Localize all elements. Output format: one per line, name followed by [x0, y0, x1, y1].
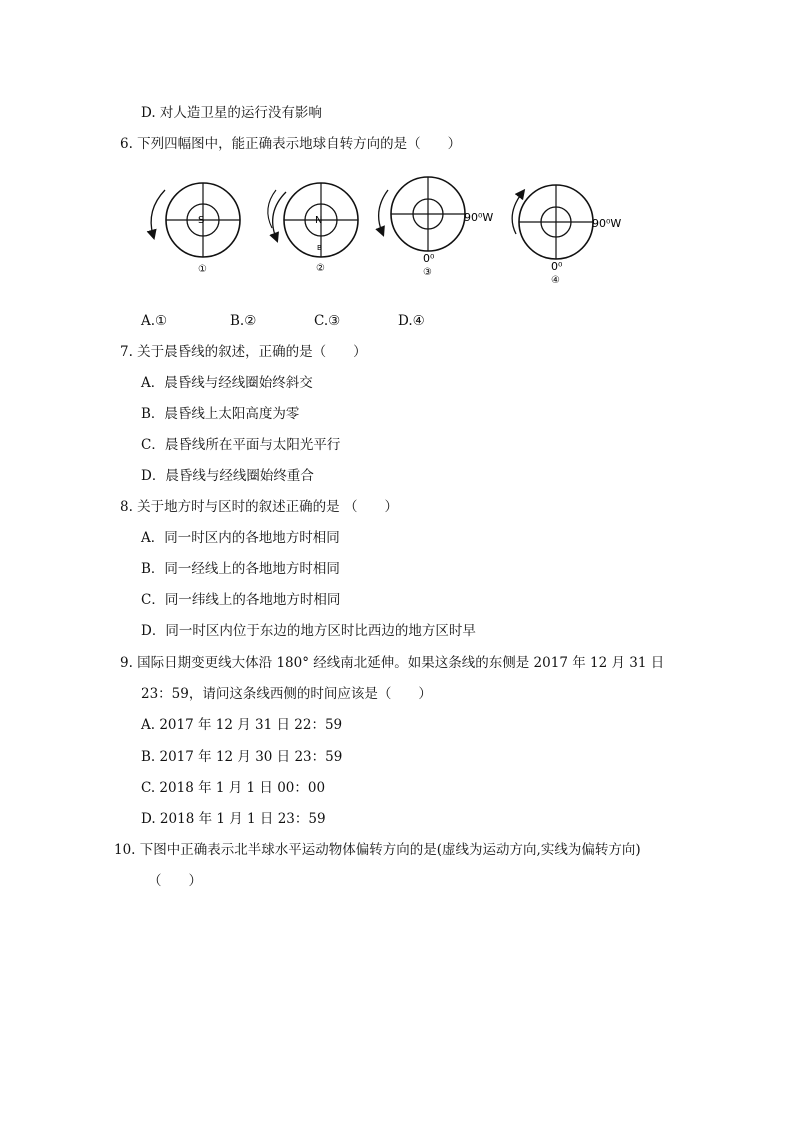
q7-option-a: A．晨昏线与经线圈始终斜交	[141, 375, 313, 391]
q9-question-line1: 9. 国际日期变更线大体沿 180° 经线南北延伸。如果这条线的东侧是 2017 年 12 月 31 日	[120, 655, 665, 671]
fig1-caption: ①	[198, 264, 207, 275]
fig3-label-90w: 90⁰W	[464, 211, 494, 224]
q8-option-d: D．同一时区内位于东边的地方区时比西边的地方区时早	[141, 623, 476, 639]
q8-option-a: A．同一时区内的各地地方时相同	[141, 530, 340, 546]
fig3-caption: ③	[423, 267, 432, 278]
figure-1	[151, 183, 240, 275]
q10-answer-paren: （ ）	[148, 873, 202, 889]
fig2-caption: ②	[316, 263, 325, 274]
fig4-caption: ④	[551, 275, 560, 286]
fig3-label-0: 0⁰	[423, 252, 435, 265]
fig4-label-90w: 90⁰W	[592, 217, 622, 230]
q9-option-c: C. 2018 年 1 月 1 日 00：00	[141, 780, 326, 796]
fig4-label-0: 0⁰	[551, 260, 563, 273]
q5-option-d: D. 对人造卫星的运行没有影响	[141, 105, 322, 121]
q10-question: 10. 下图中正确表示北半球水平运动物体偏转方向的是(虚线为运动方向,实线为偏转方向)	[114, 842, 641, 858]
earth-rotation-diagram	[130, 170, 650, 295]
fig1-center-label: S	[198, 215, 205, 226]
fig2-small-mark: B	[317, 244, 322, 252]
q9-option-b: B. 2017 年 12 月 30 日 23：59	[141, 749, 343, 765]
figure-3	[379, 177, 494, 278]
q6-option-c: C.③	[314, 313, 341, 329]
q7-option-b: B．晨昏线上太阳高度为零	[141, 406, 300, 422]
figure-2	[268, 183, 358, 274]
q8-question: 8. 关于地方时与区时的叙述正确的是 （ ）	[120, 499, 398, 515]
q7-option-c: C．晨昏线所在平面与太阳光平行	[141, 437, 341, 453]
figure-4	[512, 185, 621, 286]
q7-question: 7. 关于晨昏线的叙述，正确的是（ ）	[120, 344, 367, 360]
q9-option-d: D. 2018 年 1 月 1 日 23：59	[141, 811, 326, 827]
q8-option-c: C．同一纬线上的各地地方时相同	[141, 592, 341, 608]
q6-option-d: D.④	[398, 313, 425, 329]
fig2-center-label: N	[315, 215, 323, 226]
q6-question: 6. 下列四幅图中，能正确表示地球自转方向的是（ ）	[120, 136, 462, 152]
q7-option-d: D．晨昏线与经线圈始终重合	[141, 468, 314, 484]
q9-question-line2: 23：59，请问这条线西侧的时间应该是（ ）	[141, 686, 432, 702]
q6-option-a: A.①	[141, 313, 168, 329]
q9-option-a: A. 2017 年 12 月 31 日 22：59	[141, 717, 343, 733]
q8-option-b: B．同一经线上的各地地方时相同	[141, 561, 340, 577]
q6-option-b: B.②	[230, 313, 257, 329]
